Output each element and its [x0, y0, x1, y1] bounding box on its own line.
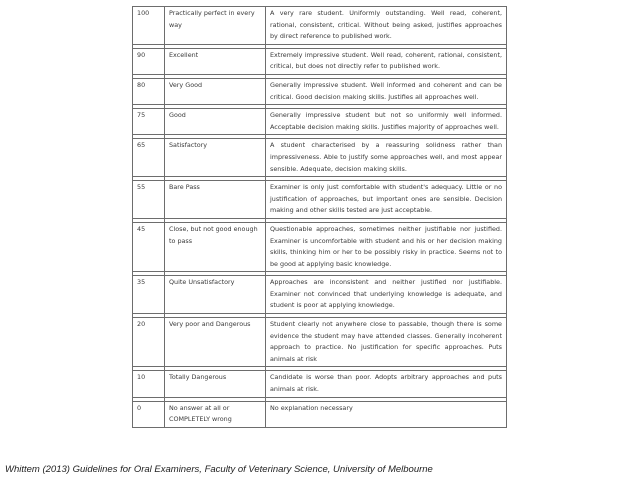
description-cell: Questionable approaches, sometimes neither justifiable nor justified. Examiner is uncomfortable with student and his or her decision making skills, thinking him or her to be possibly risky in practice. Seems not to be good at applying basic knowledge. — [266, 222, 507, 271]
grade-label-cell: Very Good — [165, 78, 266, 104]
grade-label-cell: Quite Unsatisfactory — [165, 276, 266, 314]
rubric-row — [133, 139, 507, 177]
description-cell: Approaches are inconsistent and neither justified nor justifiable. Examiner not convinced that underlying knowledge is adequate, and student is poor at applying knowledge. — [266, 276, 507, 314]
description-cell: Student clearly not anywhere close to passable, though there is some evidence the student may have attended classes. Generally incoherent approach to practice. No justification for specific approaches. Puts animals at risk — [266, 318, 507, 367]
rubric-row — [133, 109, 507, 135]
rubric-document-image — [132, 6, 506, 468]
rubric-row — [133, 222, 507, 271]
grade-label-cell: Practically perfect in every way — [165, 7, 266, 45]
score-cell: 65 — [133, 139, 165, 177]
description-cell: A very rare student. Uniformly outstanding. Well read, coherent, rational, consistent, critical. Without being asked, justifies approaches by direct reference to published work. — [266, 7, 507, 45]
grade-label-cell: Bare Pass — [165, 181, 266, 219]
description-cell: Extremely impressive student. Well read, coherent, rational, consistent, critical, but does not directly refer to published work. — [266, 48, 507, 74]
rubric-row — [133, 78, 507, 104]
score-cell: 10 — [133, 371, 165, 397]
score-cell: 75 — [133, 109, 165, 135]
description-cell: Generally impressive student but not so uniformly well informed. Acceptable decision making skills. Justifies majority of approaches well. — [266, 109, 507, 135]
grade-label-cell: Totally Dangerous — [165, 371, 266, 397]
description-cell: Examiner is only just comfortable with student's adequacy. Little or no justification of approaches, but important ones are sensible. Decision making and other skills tested are just acceptable. — [266, 181, 507, 219]
rubric-row — [133, 7, 507, 45]
score-cell: 20 — [133, 318, 165, 367]
score-cell: 0 — [133, 401, 165, 427]
score-cell: 55 — [133, 181, 165, 219]
score-cell: 80 — [133, 78, 165, 104]
score-cell: 35 — [133, 276, 165, 314]
description-cell: Generally impressive student. Well informed and coherent and can be critical. Good decision making skills. Justifies all approaches well. — [266, 78, 507, 104]
grade-label-cell: No answer at all or COMPLETELY wrong — [165, 401, 266, 427]
grade-label-cell: Close, but not good enough to pass — [165, 222, 266, 271]
description-cell: Candidate is worse than poor. Adopts arbitrary approaches and puts animals at risk. — [266, 371, 507, 397]
score-cell: 45 — [133, 222, 165, 271]
citation-caption: Whittem (2013) Guidelines for Oral Examiners, Faculty of Veterinary Science, University of Melbourne — [5, 464, 433, 475]
description-cell: No explanation necessary — [266, 401, 507, 427]
score-cell: 90 — [133, 48, 165, 74]
rubric-row — [133, 276, 507, 314]
grade-label-cell: Good — [165, 109, 266, 135]
grade-label-cell: Very poor and Dangerous — [165, 318, 266, 367]
rubric-row — [133, 318, 507, 367]
grading-rubric-table — [132, 6, 507, 428]
rubric-row — [133, 48, 507, 74]
rubric-row — [133, 371, 507, 397]
rubric-row — [133, 181, 507, 219]
grade-label-cell: Satisfactory — [165, 139, 266, 177]
description-cell: A student characterised by a reassuring solidness rather than impressiveness. Able to justify some approaches well, and most appear sensible. Adequate, decision making skills. — [266, 139, 507, 177]
rubric-row — [133, 401, 507, 427]
score-cell: 100 — [133, 7, 165, 45]
rubric-table-body — [133, 7, 507, 428]
grade-label-cell: Excellent — [165, 48, 266, 74]
